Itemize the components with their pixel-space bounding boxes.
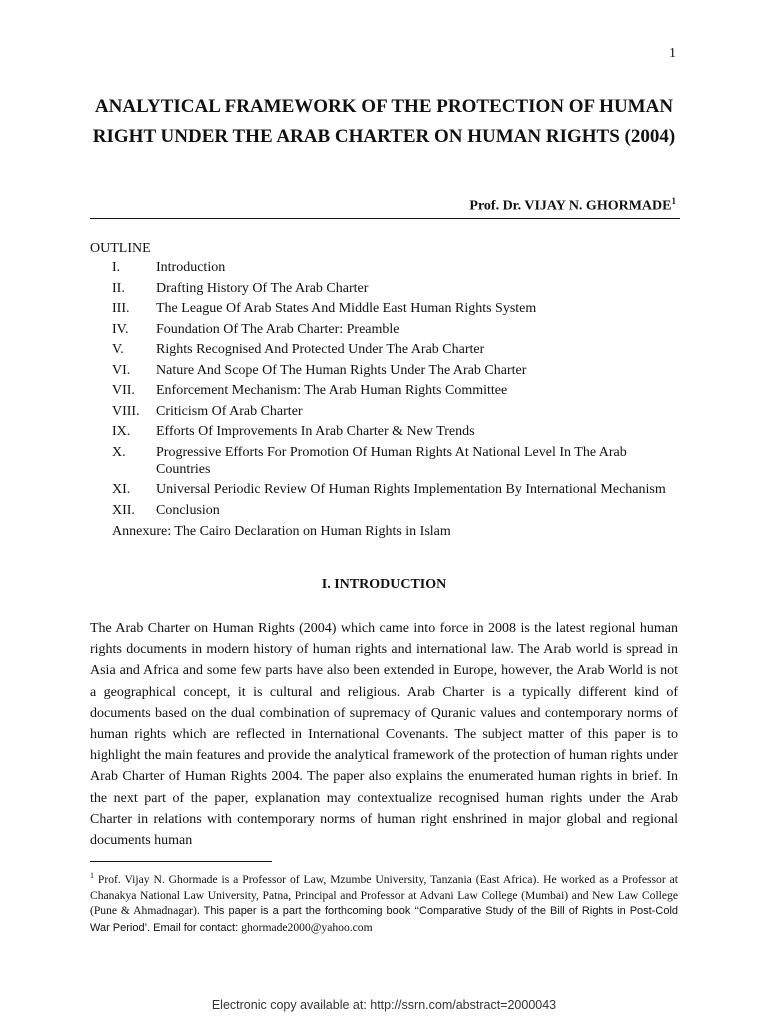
- outline-item-text: Nature And Scope Of The Human Rights Under The Arab Charter: [156, 362, 527, 378]
- author-footnote-mark[interactable]: 1: [671, 196, 676, 206]
- outline-item-number: XI.: [112, 482, 131, 497]
- page-number: 1: [669, 46, 676, 61]
- outline-item: [90, 382, 690, 399]
- outline-item-text: The League Of Arab States And Middle East Human Rights System: [156, 301, 537, 316]
- outline-item-text: Criticism Of Arab Charter: [156, 403, 303, 419]
- outline-item-text: Drafting History Of The Arab Charter: [156, 280, 369, 296]
- outline-item-text: Introduction: [156, 260, 226, 275]
- outline-item: [90, 341, 690, 358]
- outline-item-number: V.: [112, 342, 124, 357]
- outline-item-number: IV.: [112, 321, 129, 337]
- outline-item: [90, 423, 690, 440]
- author-line: [469, 196, 676, 215]
- outline-item-text: Universal Periodic Review Of Human Rights Implementation By International Mechanism: [156, 482, 666, 497]
- outline-item-number: X.: [112, 444, 126, 460]
- outline-item-text: Conclusion: [156, 502, 220, 518]
- outline-item-number: XII.: [112, 502, 135, 518]
- footnote-book-note: This paper is a part the forthcoming book ‘‘Comparative Study of the Bill of Rights in Post-Cold War Period’. Email for contact:: [90, 905, 679, 935]
- title-divider: [90, 218, 680, 219]
- section-heading: I. INTRODUCTION: [321, 577, 447, 592]
- paper-title: ANALYTICAL FRAMEWORK OF THE PROTECTION OF HUMAN RIGHT UNDER THE ARAB CHARTER ON HUMAN RIGHTS (2004): [92, 96, 676, 147]
- outline-item-number: II.: [112, 280, 125, 296]
- outline-item-number: VI.: [112, 362, 131, 378]
- footnote-divider: [90, 861, 272, 862]
- outline-item-text: Progressive Efforts For Promotion Of Human Rights At National Level In The Arab Countries: [156, 444, 627, 477]
- outline-item-text: Rights Recognised And Protected Under The Arab Charter: [156, 342, 485, 357]
- outline-item: [90, 300, 690, 317]
- annexure-line: Annexure: The Cairo Declaration on Human Rights in Islam: [112, 524, 451, 539]
- footnote-email-link[interactable]: ghormade2000@yahoo.com: [241, 921, 373, 935]
- outline-item: [90, 362, 690, 379]
- outline-item-number: I.: [112, 260, 121, 275]
- outline-heading: OUTLINE: [90, 241, 151, 256]
- outline-item-text: Efforts Of Improvements In Arab Charter & New Trends: [156, 424, 475, 439]
- outline-item: [90, 403, 690, 420]
- outline-item: [90, 321, 690, 338]
- outline-item: [90, 502, 690, 519]
- outline-item: [90, 259, 690, 276]
- outline-item-number: VII.: [112, 383, 135, 398]
- body-paragraph: The Arab Charter on Human Rights (2004) which came into force in 2008 is the latest regional human rights documents in modern history of human rights and international law. The Arab world is spread in Asia and Africa and some few parts have also been extended in Europe, however, the Arab World is not a geographical concept, it is cultural and religious. Arab Charter is a typically different kind of documents based on the dual combination of supremacy of Quranic values and contemporary norms of human rights which are reflected in International Covenants. The subject matter of this paper is to highlight the main features and provide the analytical framework of the protection of human rights under Arab Charter of Human Rights 2004. The paper also explains the enumerated human rights in brief. In the next part of the paper, explanation may contextualize recognised human rights under the Arab Charter in relations with contemporary norms of human right enshrined in major global and regional documents human: [90, 621, 678, 849]
- outline-item-number: III.: [112, 301, 130, 316]
- footnote: [90, 868, 678, 937]
- outline-list: [90, 259, 690, 519]
- outline: [90, 239, 690, 542]
- outline-item-text: Foundation Of The Arab Charter: Preamble: [156, 321, 400, 337]
- outline-item: [90, 280, 690, 297]
- outline-item: [90, 444, 690, 478]
- ssrn-footer[interactable]: Electronic copy available at: http://ssrn.com/abstract=2000043: [211, 998, 557, 1012]
- outline-item: [90, 481, 690, 498]
- outline-item-text: Enforcement Mechanism: The Arab Human Rights Committee: [156, 383, 508, 398]
- footnote-text: Prof. Vijay N. Ghormade is a Professor of Law, Mzumbe University, Tanzania (East Africa). He worked as a Professor at Chanakya National Law University, Patna, Principal and Professor at Advani Law College (Mumbai) and New Law College (Pune & Ahmadnagar).: [90, 872, 678, 918]
- footnote-mark: 1: [90, 871, 94, 880]
- outline-item-number: IX.: [112, 424, 131, 439]
- outline-item-number: VIII.: [112, 403, 140, 419]
- author-name: Prof. Dr. VIJAY N. GHORMADE: [469, 198, 672, 214]
